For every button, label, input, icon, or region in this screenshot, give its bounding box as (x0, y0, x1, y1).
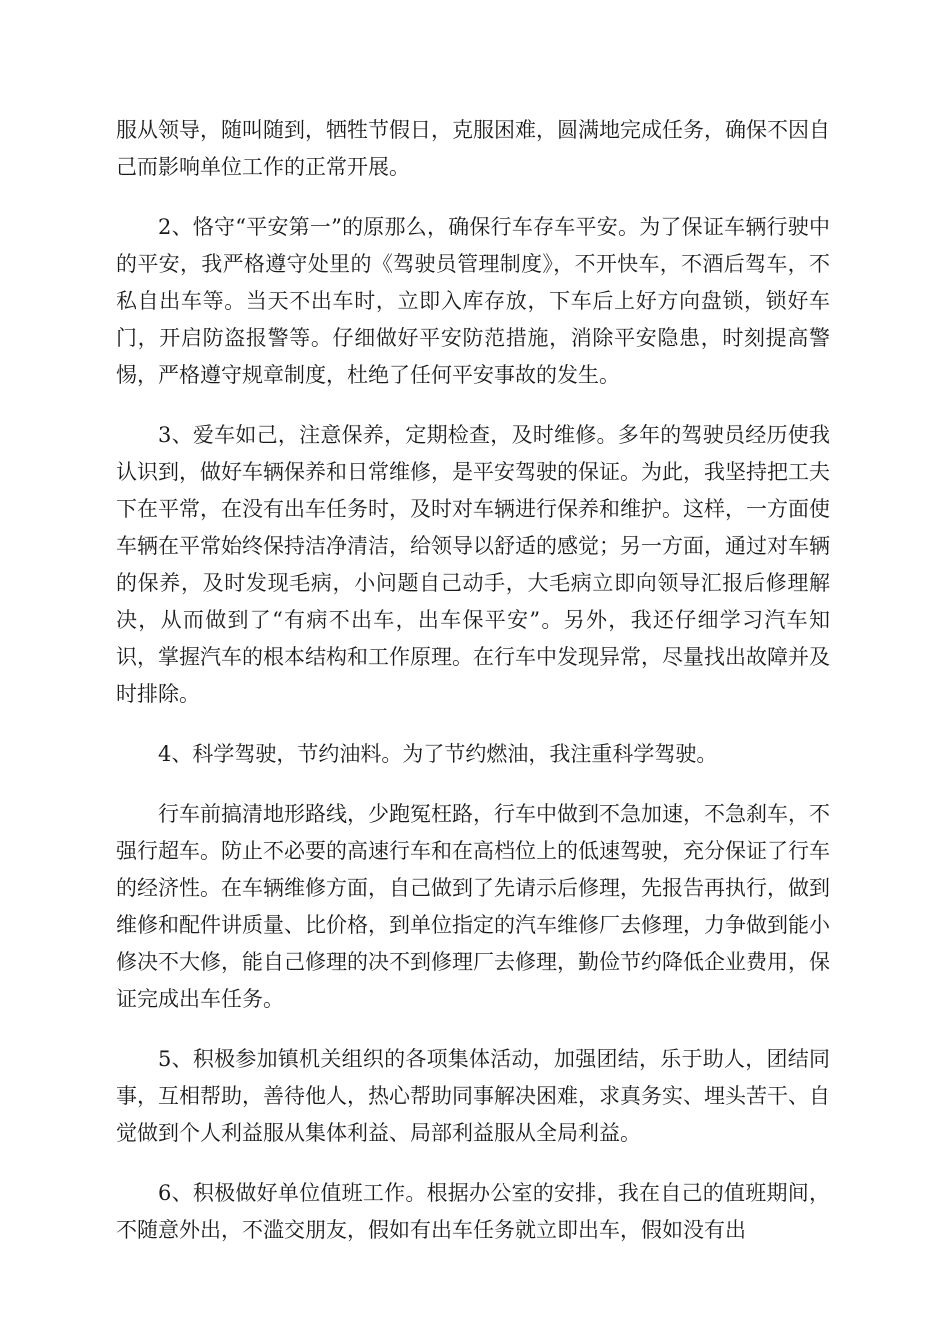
paragraph-item-6: 6、积极做好单位值班工作。根据办公室的安排，我在自己的值班期间，不随意外出，不滥交朋友，假如有出车任务就立即出车，假如没有出 (116, 1181, 830, 1242)
paragraph-item-4-detail: 行车前搞清地形路线，少跑冤枉路，行车中做到不急加速，不急刹车，不强行超车。防止不必要的高速行车和在高档位上的低速驾驶，充分保证了行车的经济性。在车辆维修方面，自己做到了先请示后修理，先报告再执行，做到维修和配件讲质量、比价格，到单位指定的汽车维修厂去修理，力争做到能小修决不大修，能自己修理的决不到修理厂去修理，勤俭节约降低企业费用，保证完成出车任务。 (116, 802, 830, 1011)
paragraph-continuation: 服从领导，随叫随到，牺牲节假日，克服困难，圆满地完成任务，确保不因自己而影响单位工作的正常开展。 (116, 118, 830, 179)
paragraph-item-2: 2、恪守“平安第一”的原那么，确保行车存车平安。为了保证车辆行驶中的平安，我严格遵守处里的《驾驶员管理制度》，不开快车，不酒后驾车，不私自出车等。当天不出车时，立即入库存放，下车后上好方向盘锁，锁好车门，开启防盗报警等。仔细做好平安防范措施，消除平安隐患，时刻提高警惕，严格遵守规章制度，杜绝了任何平安事故的发生。 (116, 215, 830, 387)
paragraph-item-3: 3、爱车如己，注意保养，定期检查，及时维修。多年的驾驶员经历使我认识到，做好车辆保养和日常维修，是平安驾驶的保证。为此，我坚持把工夫下在平常，在没有出车任务时，及时对车辆进行保养和维护。这样，一方面使车辆在平常始终保持洁净清洁，给领导以舒适的感觉；另一方面，通过对车辆的保养，及时发现毛病，小问题自己动手，大毛病立即向领导汇报后修理解决，从而做到了“有病不出车，出车保平安”。另外，我还仔细学习汽车知识，掌握汽车的根本结构和工作原理。在行车中发现异常，尽量找出故障并及时排除。 (116, 423, 830, 706)
paragraph-item-4: 4、科学驾驶，节约油料。为了节约燃油，我注重科学驾驶。 (158, 742, 718, 766)
paragraph-item-5: 5、积极参加镇机关组织的各项集体活动，加强团结，乐于助人，团结同事，互相帮助，善待他人，热心帮助同事解决困难，求真务实、埋头苦干、自觉做到个人利益服从集体利益、局部利益服从全局利益。 (116, 1047, 830, 1145)
document-body (116, 112, 830, 1272)
